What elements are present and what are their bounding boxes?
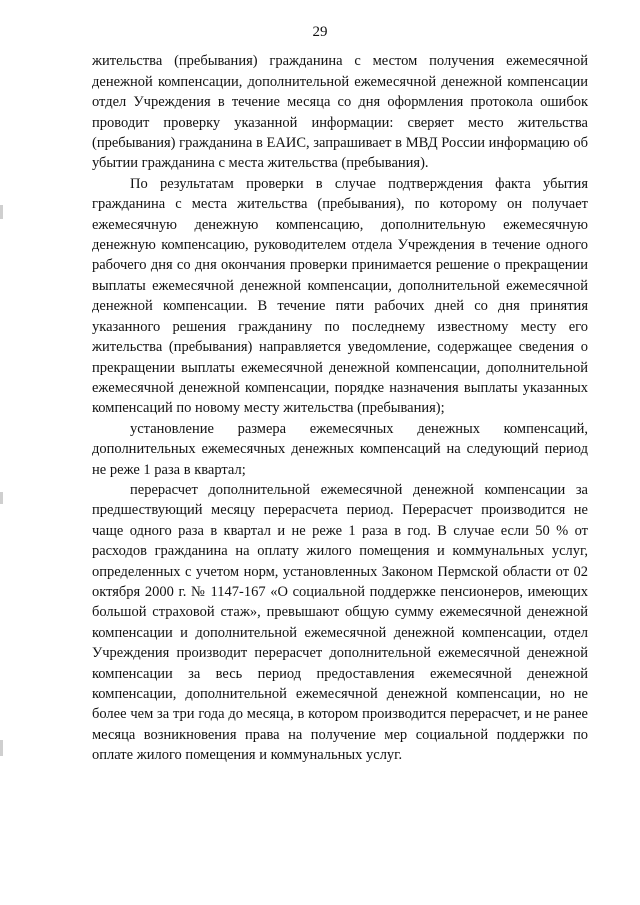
scan-edge-mark	[0, 740, 3, 756]
paragraph-recalculation: перерасчет дополнительной ежемесячной денежной компенсации за предшествующий месяцу перерасчета период. Перерасчет производится не чаще одного раза в квартал и не реже 1 раза в год. В случае если 50 % от расходов гражданина на оплату жилого помещения и коммунальных услуг, определенных с учетом норм, установленных Законом Пермской области от 02 октября 2000 г. № 1147-167 «О социальной поддержке пенсионеров, имеющих большой страховой стаж», превышают общую сумму ежемесячной денежной компенсации и дополнительной ежемесячной денежной компенсации, отдел Учреждения производит перерасчет дополнительной ежемесячной денежной компенсации за весь период предоставления ежемесячной денежной компенсации, дополнительной ежемесячной денежной компенсации, но не более чем за три года до месяца, в котором производится перерасчет, и не ранее месяца возникновения права на получение мер социальной поддержки по оплате жилого помещения и коммунальных услуг.	[92, 481, 588, 764]
page-number: 29	[312, 24, 328, 40]
scan-edge-mark	[0, 492, 3, 504]
paragraph-compensation-amount: установление размера ежемесячных денежных компенсаций, дополнительных ежемесячных денежных компенсаций на следующий период не реже 1 раза в квартал;	[92, 420, 588, 478]
paragraph-verification-results: По результатам проверки в случае подтверждения факта убытия гражданина с места жительства (пребывания), по которому он получает ежемесячную денежную компенсацию, дополнительную ежемесячную денежную компенсацию, руководителем отдела Учреждения в течение одного рабочего дня со дня окончания проверки принимается решение о прекращении выплаты ежемесячной денежной компенсации, дополнительной ежемесячной денежной компенсации. В течение пяти рабочих дней со дня принятия указанного решения гражданину по последнему известному месту его жительства (пребывания) направляется уведомление, содержащее сведения о прекращении выплаты ежемесячной денежной компенсации, дополнительной ежемесячной денежной компенсации, порядке назначения выплаты указанных компенсаций по новому месту жительства (пребывания);	[92, 175, 588, 417]
scan-edge-mark	[0, 205, 3, 219]
paragraph-continuation: жительства (пребывания) гражданина с местом получения ежемесячной денежной компенсации, дополнительной ежемесячной денежной компенсации отдел Учреждения в течение месяца со дня оформления протокола ошибок проводит проверку указанной информации: сверяет место жительства (пребывания) гражданина в ЕАИС, запрашивает в МВД России информацию об убытии гражданина с места жительства (пребывания).	[92, 53, 588, 172]
